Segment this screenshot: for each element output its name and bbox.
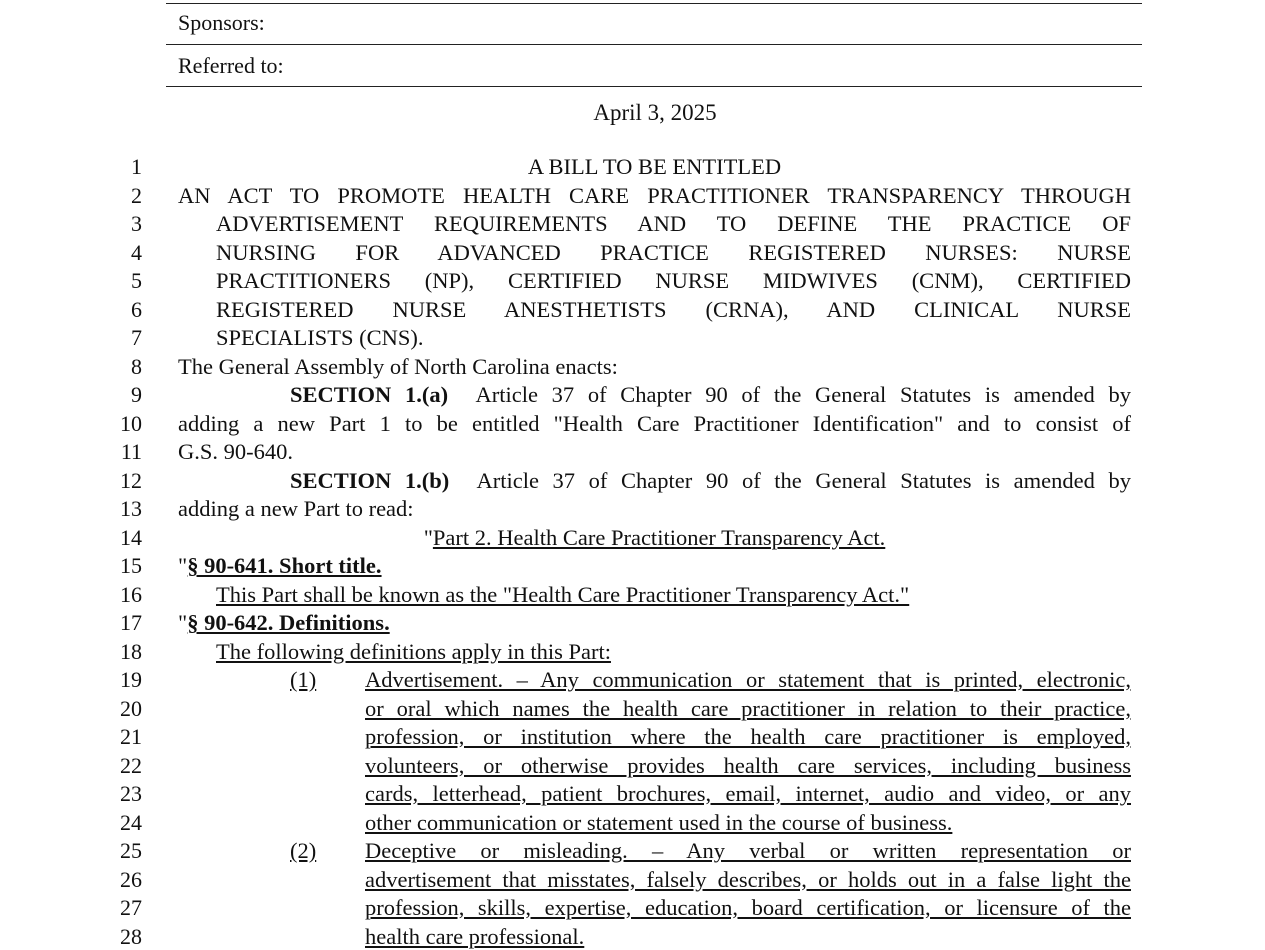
line-number: 1 — [131, 154, 142, 179]
act-title-line: REGISTERED NURSE ANESTHETISTS (CRNA), AND CLINICAL NURSE — [216, 297, 1131, 322]
definition-line: cards, letterhead, patient brochures, email, internet, audio and video, or any — [365, 781, 1131, 806]
line-number: 22 — [120, 753, 142, 778]
body-line: G.S. 90-640. — [178, 439, 294, 464]
definition-text: health care professional. — [365, 924, 585, 949]
definition-line: Deceptive or misleading. – Any verbal or written representation or — [365, 838, 1131, 863]
open-quote: " — [178, 553, 188, 578]
line-number: 27 — [120, 895, 142, 920]
line-number: 13 — [120, 496, 142, 521]
sponsors-label: Sponsors: — [178, 10, 265, 35]
section-label: SECTION 1.(b) — [290, 468, 450, 493]
line-number: 20 — [120, 696, 142, 721]
section-text: Article 37 of Chapter 90 of the General Statutes is amended by — [476, 468, 1131, 493]
act-title-line: AN ACT TO PROMOTE HEALTH CARE PRACTITIONER TRANSPARENCY THROUGH — [178, 183, 1131, 208]
line-number: 23 — [120, 781, 142, 806]
line-number: 12 — [120, 468, 142, 493]
act-title-line: ADVERTISEMENT REQUIREMENTS AND TO DEFINE THE PRACTICE OF — [216, 211, 1131, 236]
bill-heading: A BILL TO BE ENTITLED — [527, 154, 782, 179]
part-title: Part 2. Health Care Practitioner Transparency Act. — [432, 525, 886, 550]
line-number: 21 — [120, 724, 142, 749]
enacting-clause: The General Assembly of North Carolina enacts: — [178, 354, 618, 379]
statute-title: § 90-641. Short title. — [187, 553, 382, 578]
line-number: 11 — [120, 439, 142, 464]
definition-line: profession, skills, expertise, education, board certification, or licensure of the — [365, 895, 1131, 920]
section-label: SECTION 1.(a) — [290, 382, 449, 407]
line-number: 8 — [131, 354, 142, 379]
line-number: 17 — [120, 610, 142, 635]
definition-line: or oral which names the health care practitioner in relation to their practice, — [365, 696, 1131, 721]
line-number: 14 — [120, 525, 142, 550]
statute-text: The following definitions apply in this Part: — [216, 639, 611, 664]
act-title-line: NURSING FOR ADVANCED PRACTICE REGISTERED NURSES: NURSE — [216, 240, 1131, 265]
line-number: 4 — [131, 240, 142, 265]
statute-heading — [178, 610, 1131, 636]
line-number: 28 — [120, 924, 142, 949]
line-number: 6 — [131, 297, 142, 322]
statute-heading — [178, 553, 1131, 579]
body-line — [216, 639, 1131, 665]
act-title-line: SPECIALISTS (CNS). — [216, 325, 424, 350]
sponsors-rule — [166, 44, 1142, 45]
line-number: 15 — [120, 553, 142, 578]
act-title-line: PRACTITIONERS (NP), CERTIFIED NURSE MIDWIVES (CNM), CERTIFIED — [216, 268, 1131, 293]
line-number: 19 — [120, 667, 142, 692]
section-text: Article 37 of Chapter 90 of the General Statutes is amended by — [475, 382, 1131, 407]
line-number: 26 — [120, 867, 142, 892]
definition-line: volunteers, or otherwise provides health care services, including business — [365, 753, 1131, 778]
body-line: adding a new Part 1 to be entitled "Health Care Practitioner Identification" and to consist of — [178, 411, 1131, 436]
definition-line: advertisement that misstates, falsely describes, or holds out in a false light the — [365, 867, 1131, 892]
line-number: 16 — [120, 582, 142, 607]
definition-number: (1) — [290, 667, 317, 692]
line-number: 9 — [131, 382, 142, 407]
open-quote: " — [423, 525, 433, 550]
section-line — [178, 382, 1131, 408]
line-number: 18 — [120, 639, 142, 664]
body-line: adding a new Part to read: — [178, 496, 414, 521]
line-number: 25 — [120, 838, 142, 863]
statute-text: This Part shall be known as the "Health Care Practitioner Transparency Act." — [216, 582, 910, 607]
referred-to-label: Referred to: — [178, 53, 284, 78]
definition-line — [365, 924, 1131, 950]
line-number: 24 — [120, 810, 142, 835]
definition-text: other communication or statement used in the course of business. — [365, 810, 953, 835]
top-rule — [166, 3, 1142, 4]
section-line — [178, 468, 1131, 494]
line-number: 10 — [120, 411, 142, 436]
definition-number: (2) — [290, 838, 317, 863]
statute-title: § 90-642. Definitions. — [187, 610, 390, 635]
definition-line: profession, or institution where the health care practitioner is employed, — [365, 724, 1131, 749]
line-number: 5 — [131, 268, 142, 293]
open-quote: " — [178, 610, 188, 635]
line-number: 7 — [131, 325, 142, 350]
line-number: 2 — [131, 183, 142, 208]
bill-date: April 3, 2025 — [593, 100, 717, 125]
part-heading — [178, 525, 1131, 551]
referred-rule — [166, 86, 1142, 87]
line-number: 3 — [131, 211, 142, 236]
definition-line — [365, 810, 1131, 836]
definition-line: Advertisement. – Any communication or statement that is printed, electronic, — [365, 667, 1131, 692]
body-line — [216, 582, 1131, 608]
